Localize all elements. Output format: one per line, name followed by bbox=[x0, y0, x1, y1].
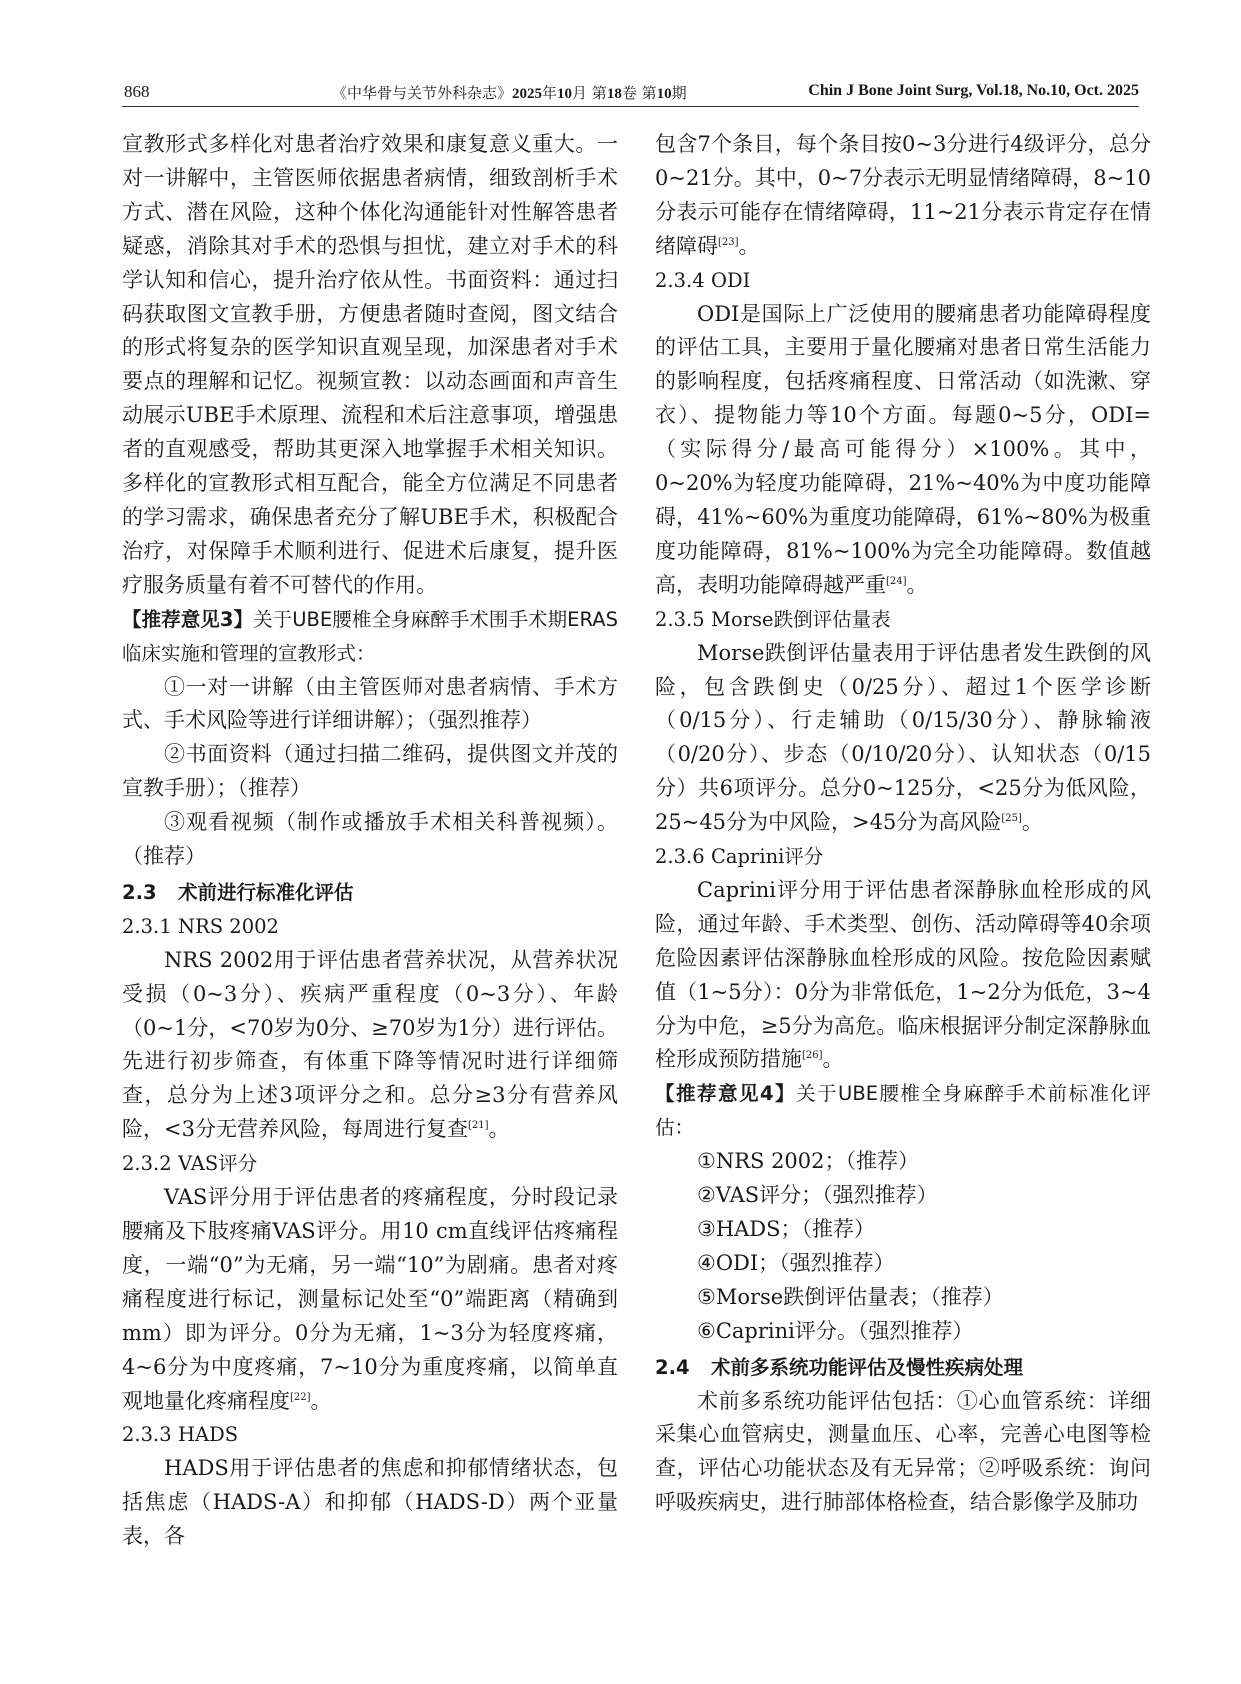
right-column bbox=[655, 128, 1151, 1520]
recommendation-3 bbox=[122, 603, 618, 671]
recommendation-body: 关于UBE腰椎全身麻醉手术围手术期ERAS临床实施和管理的宣教形式： bbox=[122, 607, 618, 665]
recommendation-item: ③观看视频（制作或播放手术相关科普视频）。（推荐） bbox=[122, 810, 618, 869]
subsection-heading-2-3-4: 2.3.4 ODI bbox=[655, 268, 751, 292]
paragraph: NRS 2002用于评估患者营养状况，从营养状况受损（0~3分）、疾病严重程度（0~3分）、年龄（0~1分，<70岁为0分、≥70岁为1分）进行评估。先进行初步筛查，有体重下降等情况时进行详细筛查，总分为上述3项评分之和。总分≥3分有营养风险，<3分无营养风险，每周进行复查[21]。 bbox=[122, 947, 618, 1142]
citation: [21] bbox=[467, 1120, 489, 1132]
paragraph: 术前多系统功能评估包括：①心血管系统：详细采集心血管病史，测量血压、心率，完善心电图等检查，评估心功能状态及有无异常；②呼吸系统：询问呼吸疾病史，进行肺部体格检查，结合影像学及肺功 bbox=[655, 1388, 1151, 1515]
recommendation-item: ①一对一讲解（由主管医师对患者病情、手术方式、手术风险等进行详细讲解）；（强烈推荐） bbox=[122, 674, 618, 733]
recommendation-head: 【推荐意见4】 bbox=[655, 1082, 797, 1106]
journal-title-en: Chin J Bone Joint Surg, Vol.18, No.10, Oct. 2025 bbox=[808, 82, 1139, 99]
section-heading-2-4: 2.4 术前多系统功能评估及慢性疾病处理 bbox=[655, 1355, 1024, 1379]
citation: [24] bbox=[886, 575, 907, 587]
page-number: 868 bbox=[124, 82, 150, 101]
paragraph: 宣教形式多样化对患者治疗效果和康复意义重大。一对一讲解中，主管医师依据患者病情，细致剖析手术方式、潜在风险，这种个体化沟通能针对性解答患者疑惑，消除其对手术的恐惧与担忧，建立对手术的科学认知和信心，提升治疗依从性。书面资料：通过扫码获取图文宣教手册，方便患者随时查阅，图文结合的形式将复杂的医学知识直观呈现，加深患者对手术要点的理解和记忆。视频宣教：以动态画面和声音生动展示UBE手术原理、流程和术后注意事项，增强患者的直观感受，帮助其更深入地掌握手术相关知识。多样化的宣教形式相互配合，能全方位满足不同患者的学习需求，确保患者充分了解UBE手术，积极配合治疗，对保障手术顺利进行、促进术后康复，提升医疗服务质量有着不可替代的作用。 bbox=[122, 132, 618, 597]
left-column bbox=[122, 128, 618, 1554]
citation: [23] bbox=[718, 236, 739, 248]
citation: [25] bbox=[1001, 813, 1022, 825]
paragraph: VAS评分用于评估患者的疼痛程度，分时段记录腰痛及下肢疼痛VAS评分。用10 cm直线评估疼痛程度，一端“0”为无痛，另一端“10”为剧痛。患者对疼痛程度进行标记，测量标记处至“0”端距离（精确到mm）即为评分。0分为无痛，1~3分为轻度疼痛，4~6分为中度疼痛，7~10分为重度疼痛，以简单直观地量化疼痛程度[22]。 bbox=[122, 1185, 618, 1413]
subsection-heading-2-3-6: 2.3.6 Caprini评分 bbox=[655, 845, 824, 869]
subsection-heading-2-3-1: 2.3.1 NRS 2002 bbox=[122, 914, 279, 938]
recommendation-4 bbox=[655, 1077, 1151, 1145]
recommendation-item: ①NRS 2002；（推荐） bbox=[697, 1149, 920, 1174]
recommendation-item: ②书面资料（通过扫描二维码，提供图文并茂的宣教手册）；（推荐） bbox=[122, 742, 618, 801]
subsection-heading-2-3-2: 2.3.2 VAS评分 bbox=[122, 1152, 258, 1176]
recommendation-head: 【推荐意见3】 bbox=[122, 607, 254, 631]
paragraph: HADS用于评估患者的焦虑和抑郁情绪状态，包括焦虑（HADS-A）和抑郁（HADS-D）两个亚量表，各 bbox=[122, 1456, 618, 1549]
recommendation-item: ②VAS评分；（强烈推荐） bbox=[697, 1183, 938, 1208]
running-header bbox=[122, 80, 1139, 107]
subsection-heading-2-3-3: 2.3.3 HADS bbox=[122, 1423, 239, 1447]
paragraph: Caprini评分用于评估患者深静脉血栓形成的风险，通过年龄、手术类型、创伤、活动障碍等40余项危险因素评估深静脉血栓形成的风险。按危险因素赋值（1~5分）：0分为非常低危，1~2分为低危，3~4分为中危，≥5分为高危。临床根据评分制定深静脉血栓形成预防措施[26]。 bbox=[655, 877, 1151, 1072]
subsection-heading-2-3-5: 2.3.5 Morse跌倒评估量表 bbox=[655, 607, 891, 631]
recommendation-item: ⑥Caprini评分。（强烈推荐） bbox=[697, 1318, 974, 1343]
citation: [26] bbox=[802, 1050, 823, 1062]
paragraph: Morse跌倒评估量表用于评估患者发生跌倒的风险，包含跌倒史（0/25分）、超过1个医学诊断（0/15分）、行走辅助（0/15/30分）、静脉输液（0/20分）、步态（0/10/20分）、认知状态（0/15分）共6项评分。总分0~125分，<25分为低风险，25~45分为中风险，>45分为高风险[25]。 bbox=[655, 640, 1151, 835]
recommendation-item: ③HADS；（推荐） bbox=[697, 1217, 876, 1241]
recommendation-item: ⑤Morse跌倒评估量表；（推荐） bbox=[697, 1284, 1004, 1309]
paragraph: ODI是国际上广泛使用的腰痛患者功能障碍程度的评估工具，主要用于量化腰痛对患者日常生活能力的影响程度，包括疼痛程度、日常活动（如洗漱、穿衣）、提物能力等10个方面。每题0~5分，ODI=（实际得分/最高可能得分）×100%。其中，0~20%为轻度功能障碍，21%~40%为中度功能障碍，41%~60%为重度功能障碍，61%~80%为极重度功能障碍，81%~100%为完全功能障碍。数值越高，表明功能障碍越严重[24]。 bbox=[655, 301, 1151, 597]
paragraph: 包含7个条目，每个条目按0~3分进行4级评分，总分0~21分。其中，0~7分表示无明显情绪障碍，8~10分表示可能存在情绪障碍，11~21分表示肯定存在情绪障碍[23]。 bbox=[655, 132, 1151, 258]
citation: [22] bbox=[290, 1391, 311, 1403]
section-heading-2-3: 2.3 术前进行标准化评估 bbox=[122, 880, 354, 904]
journal-title-cn: 《中华骨与关节外科杂志》2025年10月 第18卷 第10期 bbox=[332, 84, 687, 102]
recommendation-item: ④ODI；（强烈推荐） bbox=[697, 1250, 895, 1275]
recommendation-body: 关于UBE腰椎全身麻醉手术前标准化评估： bbox=[655, 1082, 1151, 1140]
